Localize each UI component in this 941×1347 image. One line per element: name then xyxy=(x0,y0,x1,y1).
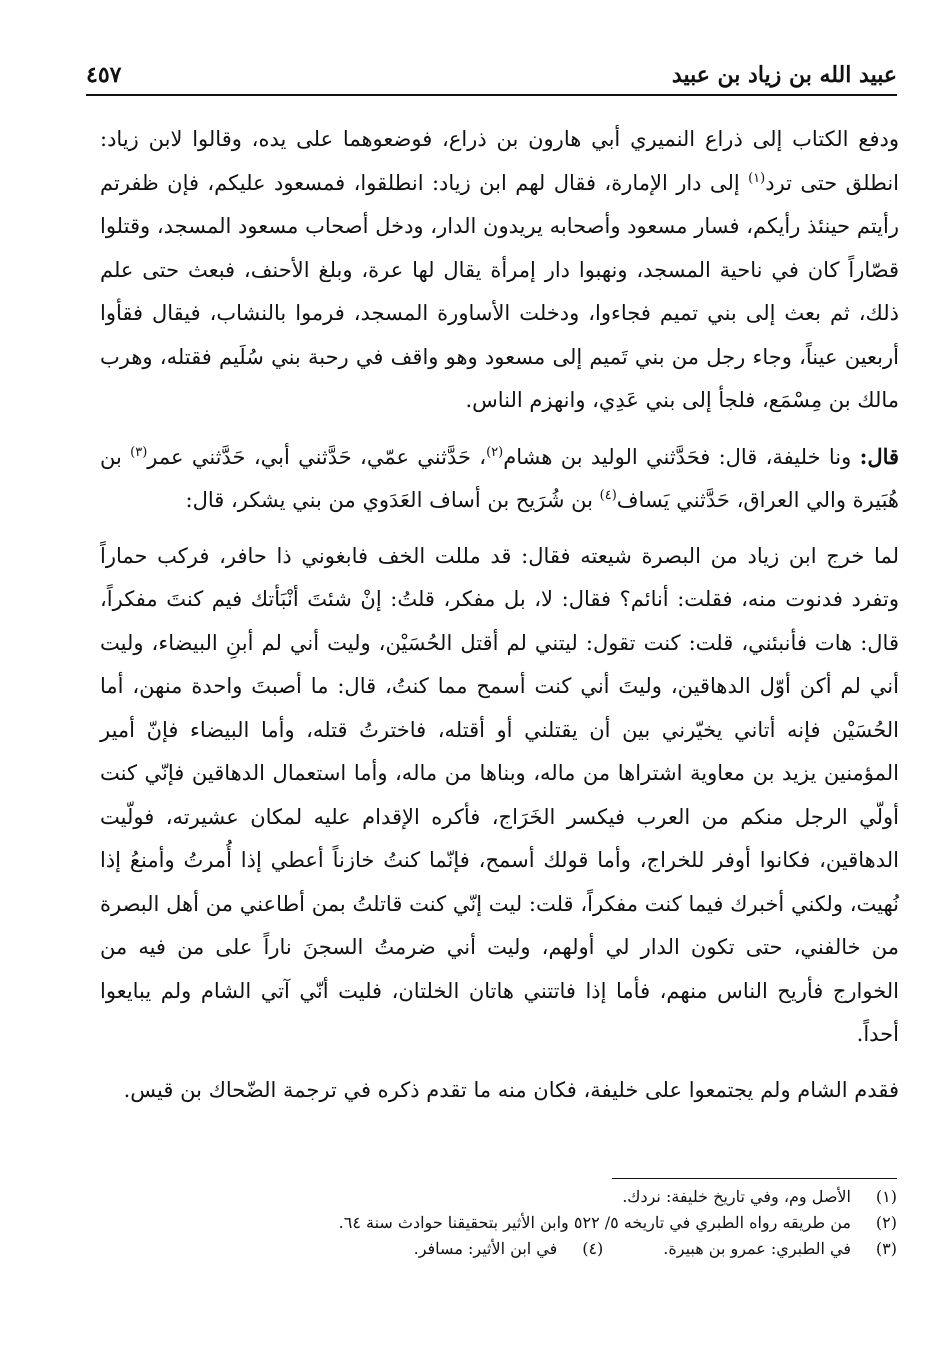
paragraph-1-text-a: ودفع الكتاب إلى ذراع النميري أبي هارون بن ذراع، فوضعوهما على يده، وقالوا لابن زياد: انطلق حتى ترد xyxy=(100,127,899,195)
page-number: ٤٥٧ xyxy=(86,62,122,88)
footnote-ref-2: (٢) xyxy=(486,444,504,460)
footnote-4-number: (٤) xyxy=(582,1239,604,1258)
footnote-4-text: في ابن الأثير: مسافر. xyxy=(413,1239,558,1258)
footnote-3-number: (٣) xyxy=(875,1239,897,1258)
footnote-2-number: (٢) xyxy=(875,1213,897,1232)
paragraph-2-text-c: بن هُبَيرة والي العراق، حَدَّثني يَساف xyxy=(100,444,899,512)
paragraph-1 xyxy=(100,118,899,423)
footnote-1 xyxy=(100,1184,897,1210)
footnote-1-text: الأصل وم، وفي تاريخ خليفة: نردك. xyxy=(622,1187,851,1206)
footnote-ref-3: (٣) xyxy=(130,444,148,460)
footnote-ref-1: (١) xyxy=(748,170,766,186)
paragraph-2 xyxy=(100,435,899,523)
paragraph-1-text-b: إلى دار الإمارة، فقال لهم ابن زياد: انطلقوا، فمسعود عليكم، فإن ظفرتم رأيتم حينئذ رأيكم، فسار مسعود وأصحابه يريدون الدار، ودخل أصحاب مسعود المسجد، وقتلوا قصّاراً كان في ناحية المسجد، ونهبوا دار إمرأة يقال لها عرة، وبلغ الأحنف، فبعث حتى علم ذلك، ثم بعث إلى بني تميم فجاءوا، ودخلت الأساورة المسجد، فرموا بالنشاب، فيقال فقأوا أربعين عيناً، وجاء رجل من بني تَميم إلى مسعود وهو واقف في رحبة بني سُلَيم فقتله، وهرب مالك بن مِسْمَع، فلجأ إلى بني عَدِي، وانهزم الناس. xyxy=(100,170,899,412)
footnote-3-text: في الطبري: عمرو بن هبيرة. xyxy=(663,1239,851,1258)
footnote-3 xyxy=(663,1236,897,1262)
paragraph-2-lead: قال: xyxy=(859,443,900,469)
footnotes xyxy=(100,1184,897,1262)
footnote-2-text: من طريقه رواه الطبري في تاريخه ٥/ ٥٢٢ وابن الأثير بتحقيقنا حوادث سنة ٦٤. xyxy=(338,1213,851,1232)
page-header xyxy=(86,52,897,96)
footnote-ref-4: (٤) xyxy=(599,488,617,503)
paragraph-2-text-a: ونا خليفة، قال: فحَدَّثني الوليد بن هشام xyxy=(503,444,860,469)
paragraph-2-text-b: ، حَدَّثني عمّي، حَدَّثني أبي، حَدَّثني عمر xyxy=(147,444,487,469)
footnote-separator xyxy=(612,1178,897,1179)
main-text xyxy=(100,118,899,1112)
paragraph-2-text-d: بن شُرَيح بن أساف العَدَوي من بني يشكر، قال: xyxy=(185,488,600,512)
footnote-2 xyxy=(100,1210,897,1236)
footnote-1-number: (١) xyxy=(875,1187,897,1206)
footnote-4 xyxy=(414,1236,604,1262)
running-title: عبيد الله بن زياد بن عبيد xyxy=(671,62,897,88)
paragraph-4: فقدم الشام ولم يجتمعوا على خليفة، فكان منه ما تقدم ذكره في ترجمة الضّحاك بن قيس. xyxy=(123,1077,899,1102)
footnote-3-4-row xyxy=(100,1236,897,1262)
paragraph-3: لما خرج ابن زياد من البصرة شيعته فقال: قد مللت الخف فابغوني ذا حافر، فركب حماراً وتفرد فدنوت منه، فقلت: أنائم؟ فقال: لا، بل مفكر، قلتُ: إنْ شئتَ أنْبَأتك فيم كنتَ مفكراً، قال: هات فأنبئني، قلت: كنت تقول: ليتني لم أقتل الحُسَيْن، وليت أني لم أبنِ البيضاء، وليت أني لم أكن أوّل الدهاقين، وليتَ أني كنت أسمح مما كنتُ، قال: ما أصبتَ واحدة منهن، أما الحُسَيْن فإنه أتاني يخيّرني بين أن يقتلني أو أقتله، فاخترتُ قتله، وأما البيضاء فإنّ أمير المؤمنين يزيد بن معاوية اشتراها من ماله، وبناها من ماله، وأما استعمال الدهاقين فإنّي كنت أولّي الرجل منكم من العرب فيكسر الخَرَاج، فأكره الإقدام عليه لمكان عشيرته، فولّيت الدهاقين، فكانوا أوفر للخراج، وأما قولك أسمح، فإنّما كنتُ خازناً أعطي إذا أُمرتُ وأمنعُ إذا نُهيت، ولكني أخبرك فيما كنت مفكراً، قلت: ليت إنّي كنت قاتلتُ بمن أطاعني من أهل البصرة من خالفني، حتى تكون الدار لي أولهم، وليت أني ضرمتُ السجنَ ناراً على من فيه من الخوارج فأريح الناس منهم، فأما إذا فاتتني هاتان الخلتان، فليت أنّي آتي الشام ولم يبايعوا أحداً. xyxy=(100,543,899,1046)
